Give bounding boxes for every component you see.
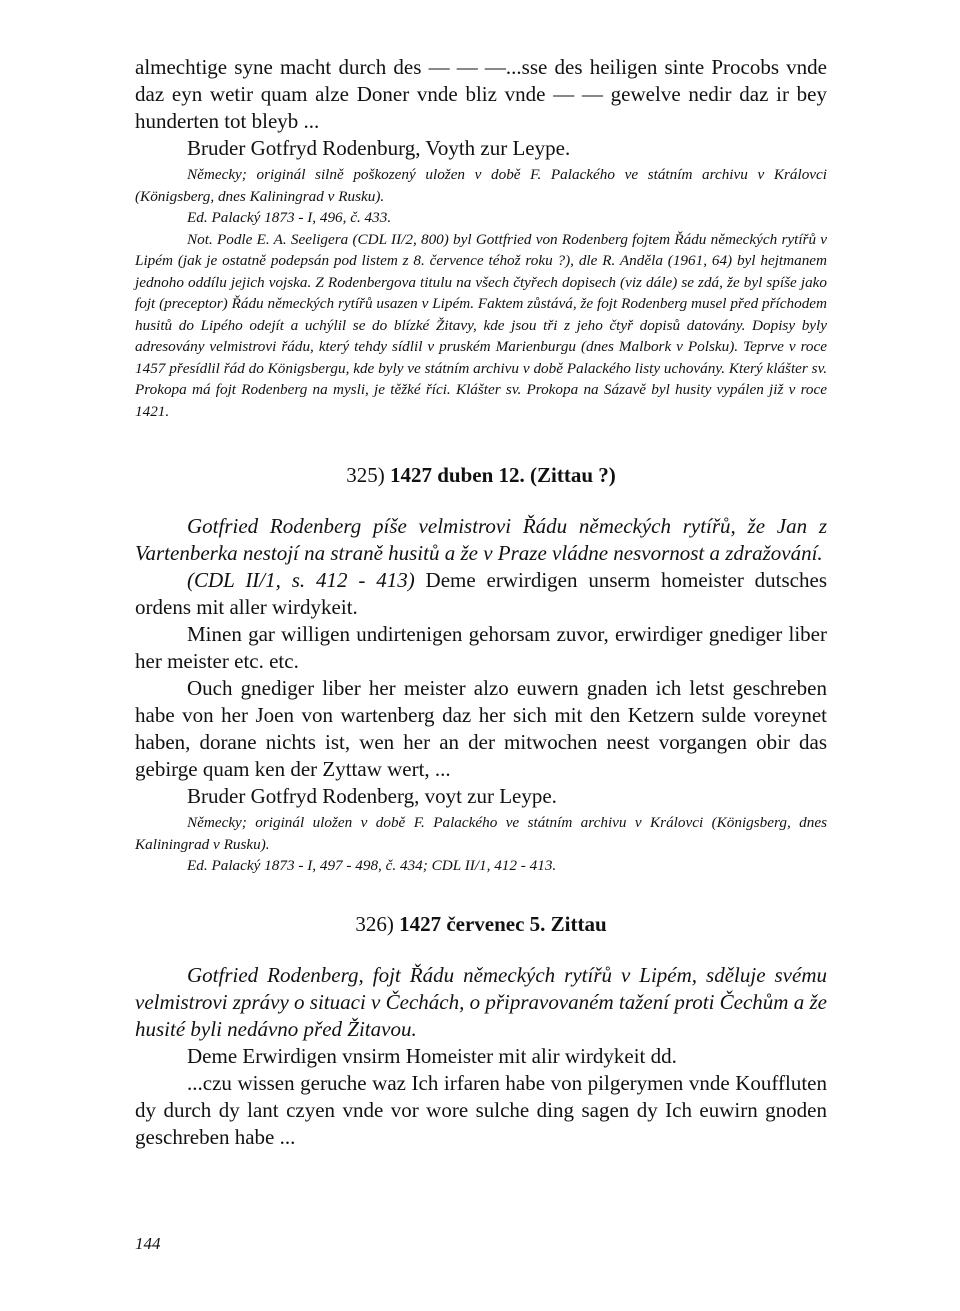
entry-summary: Gotfried Rodenberg, fojt Řádu německých rytířů v Lipém, sděluje svému velmistrovi zprávy o situaci v Čechách, o připravovaném tažení proti Čechům a že husité byli nedávno před Žitavou. — [135, 962, 827, 1041]
entry-summary: Gotfried Rodenberg píše velmistrovi Řádu německých rytířů, že Jan z Vartenberka nestojí na straně husitů a že v Praze vládne nesvornost a zdražování. — [135, 514, 827, 565]
cdl-reference: (CDL II/1, s. 412 - 413) — [187, 568, 415, 592]
letter-fragment: almechtige syne macht durch des — — —...sse des heiligen sinte Procobs vnde daz eyn wetir quam alze Doner vnde bliz vnde — — gewelve nedir daz ir bey hunderten tot bleyb ... — [135, 55, 827, 133]
commentary-note: Not. Podle E. A. Seeligera (CDL II/2, 800) byl Gottfried von Rodenberg fojtem Řádu německých rytířů v Lipém (jak je ostatně podepsán pod listem z 8. července téhož roku ?), dle R. Anděla (1961, 64) byl hejtmanem jednoho oddílu jejich vojska. Z Rodenbergova titulu na všech čtyřech dopisech (viz dále) se zdá, že byl spíše jako fojt (preceptor) Řádu německých rytířů usazen v Lipém. Faktem zůstává, že fojt Rodenberg musel před příchodem husitů do Lipého odejít a uchýlil se do blízké Žitavy, kde jsou tři z jeho čtyř dopisů datovány. Dopisy byly adresovány velmistrovi řádu, který tehdy sídlil v pruském Marienburgu (dnes Malbork v Polsku). Teprve v roce 1457 přesídlil řád do Königsbergu, kde byly ve státním archivu v době Palackého listy uchovány. Který klášter sv. Prokopa má fojt Rodenberg na mysli, je těžké říci. Klášter sv. Prokopa na Sázavě byl husity vypálen již v roce 1421. — [135, 230, 827, 420]
entry-number: 326) — [355, 911, 394, 936]
letter-address: Deme Erwirdigen vnsirm Homeister mit alir wirdykeit dd. — [187, 1043, 677, 1068]
signature: Bruder Gotfryd Rodenburg, Voyth zur Leype. — [187, 136, 571, 160]
entry-date: 1427 červenec 5. Zittau — [399, 911, 607, 936]
entry-date: 1427 duben 12. (Zittau ?) — [389, 463, 616, 487]
edition-note: Ed. Palacký 1873 - I, 497 - 498, č. 434; CDL II/1, 412 - 413. — [187, 857, 557, 874]
letter-paragraph — [135, 567, 827, 621]
letter-address: Deme erwirdigen unserm homeister dutsches ordens mit aller wirdykeit. — [135, 568, 827, 619]
letter-paragraph: Ouch gnediger liber her meister alzo euwern gnaden ich letst geschreben habe von her Joen von wartenberg daz her sich mit den Ketzern sulde voreynet haben, dorane nichts ist, wen her an der mitwochen neest vorgangen obir das gebirge quam ken der Zyttaw wert, ... — [135, 676, 827, 781]
archive-note: Německy; originál uložen v době F. Palackého ve státním archivu v Královci (Königsberg, dnes Kaliningrad v Rusku). — [135, 814, 827, 853]
letter-paragraph: ...czu wissen geruche waz Ich irfaren habe von pilgerymen vnde Kouffluten dy durch dy lant czyen vnde vor wore sulche ding sagen dy Ich euwirn gnoden geschreben habe ... — [135, 1070, 827, 1149]
edition-note: Ed. Palacký 1873 - I, 496, č. 433. — [187, 209, 392, 226]
entry-heading-326 — [135, 911, 827, 938]
page-body — [135, 54, 827, 1151]
letter-paragraph: Minen gar willigen undirtenigen gehorsam zuvor, erwirdiger gnediger liber her meister etc. etc. — [135, 622, 827, 673]
page-number: 144 — [135, 1234, 161, 1253]
archive-note: Německy; originál silně poškozený uložen v době F. Palackého ve státním archivu v Královci (Königsberg, dnes Kaliningrad v Rusku). — [135, 166, 827, 205]
entry-number: 325) — [346, 463, 385, 487]
entry-heading-325 — [135, 462, 827, 489]
signature: Bruder Gotfryd Rodenberg, voyt zur Leype. — [187, 784, 557, 808]
